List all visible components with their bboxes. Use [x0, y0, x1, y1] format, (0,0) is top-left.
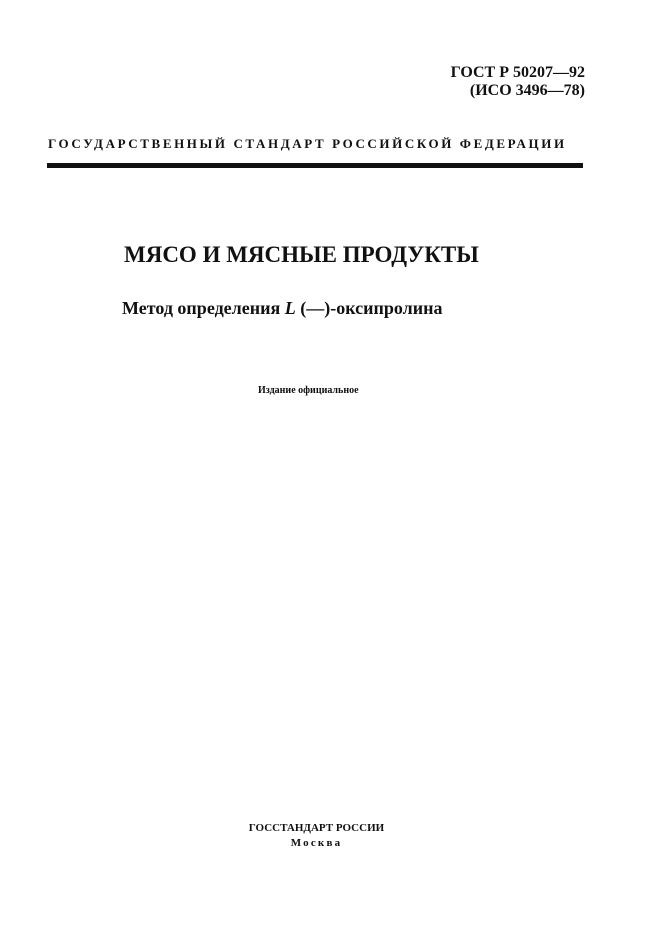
document-code-block	[451, 64, 585, 100]
subtitle-prefix: Метод определения	[122, 298, 281, 318]
subtitle-suffix: (—)-оксипролина	[300, 298, 443, 318]
publisher-block	[200, 821, 433, 851]
subtitle-variable: L	[284, 298, 296, 318]
document-subtitle	[122, 298, 443, 319]
publisher-city: Москва	[290, 837, 343, 849]
document-title: МЯСО И МЯСНЫЕ ПРОДУКТЫ	[124, 242, 479, 267]
iso-number: (ИСО 3496—78)	[469, 82, 585, 99]
organization-header: ГОСУДАРСТВЕННЫЙ СТАНДАРТ РОССИЙСКОЙ ФЕДЕРАЦИИ	[48, 136, 567, 151]
standard-number: ГОСТ Р 50207—92	[450, 64, 585, 81]
header-divider	[47, 163, 583, 168]
edition-label: Издание официальное	[258, 385, 359, 396]
publisher-name: ГОССТАНДАРТ РОССИИ	[248, 822, 385, 834]
